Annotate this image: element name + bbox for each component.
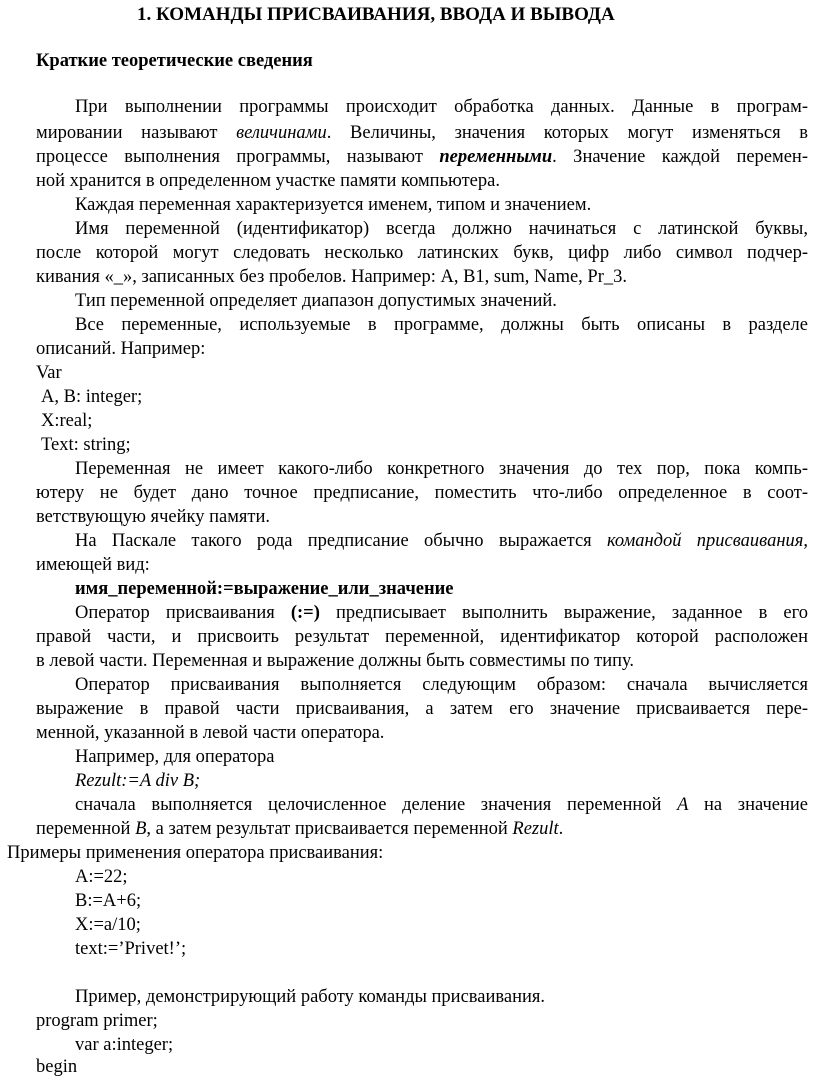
term-assignment-command: командой присваивания xyxy=(606,531,804,551)
p8-line-1 xyxy=(75,601,808,625)
text-fragment: . Значение каждой перемен- xyxy=(552,147,808,167)
p7-line-1 xyxy=(75,529,808,553)
p6-line-3: ветствующую ячейку памяти. xyxy=(36,507,271,527)
term-variables: переменными xyxy=(439,147,553,167)
assignment-operator: (:=) xyxy=(290,603,320,623)
p10-code-example: Rezult:=A div B; xyxy=(75,771,201,791)
text-fragment: переменной xyxy=(36,819,136,839)
text-fragment: . Величины, значения которых могут изменяться в xyxy=(326,123,808,143)
section-subtitle: Краткие теоретические сведения xyxy=(36,51,313,71)
demo-code-line: var a:integer; xyxy=(75,1035,174,1055)
code-line-var: Var xyxy=(36,363,62,383)
p1-line-3 xyxy=(36,145,808,169)
text-fragment: На Паскале такого рода предписание обычно выражается xyxy=(75,531,607,551)
p3-line-3: кивания «_», записанных без пробелов. Например: A, B1, sum, Name, Pr_3. xyxy=(36,267,627,287)
examples-heading: Примеры применения оператора присваивания: xyxy=(7,843,384,863)
demo-heading: Пример, демонстрирующий работу команды присваивания. xyxy=(75,987,546,1007)
page-title: 1. КОМАНДЫ ПРИСВАИВАНИЯ, ВВОДА И ВЫВОДА xyxy=(137,4,615,25)
assignment-syntax: имя_переменной:=выражение_или_значение xyxy=(75,579,454,599)
p6-line-2: ютеру не будет дано точное предписание, поместить что-либо определенное в соот- xyxy=(36,483,808,503)
code-line-text: Text: string; xyxy=(41,435,131,455)
var-rezult: Rezult xyxy=(512,819,559,839)
var-a: A xyxy=(677,795,689,815)
var-b: B xyxy=(135,819,147,839)
p10-line-3 xyxy=(75,793,808,817)
p9-line-1: Оператор присваивания выполняется следующим образом: сначала вычисляется xyxy=(75,675,808,695)
text-fragment: на значение xyxy=(688,795,808,815)
text-fragment: сначала выполняется целочисленное деление значения переменной xyxy=(75,795,678,815)
code-line-x: X:real; xyxy=(41,411,93,431)
p3-line-2: после которой могут следовать несколько латинских букв, цифр либо символ подчер- xyxy=(36,243,808,263)
p5-line-2: описаний. Например: xyxy=(36,339,206,359)
p2-line: Каждая переменная характеризуется именем, типом и значением. xyxy=(75,195,592,215)
demo-code-line: begin xyxy=(36,1057,78,1077)
p4-line: Тип переменной определяет диапазон допустимых значений. xyxy=(75,291,557,311)
p8-line-2: правой части, и присвоить результат переменной, идентификатор которой расположен xyxy=(36,627,808,647)
p1-line-4: ной хранится в определенном участке памяти компьютера. xyxy=(36,171,500,191)
text-fragment: . xyxy=(558,819,564,839)
text-fragment: Оператор присваивания xyxy=(75,603,291,623)
example-line: B:=A+6; xyxy=(75,891,142,911)
term-values: величинами xyxy=(236,123,327,143)
demo-code-line: program primer; xyxy=(36,1011,158,1031)
p6-line-1: Переменная не имеет какого-либо конкретного значения до тех пор, пока компь- xyxy=(75,459,808,479)
example-line: text:=’Privet!’; xyxy=(75,939,187,959)
p9-line-2: выражение в правой части присваивания, а затем его значение присваивается пере- xyxy=(36,699,808,719)
p7-line-2: имеющей вид: xyxy=(36,555,150,575)
text-fragment: мировании называют xyxy=(36,123,237,143)
p5-line-1: Все переменные, используемые в программе, должны быть описаны в разделе xyxy=(75,315,808,335)
p8-line-3: в левой части. Переменная и выражение должны быть совместимы по типу. xyxy=(36,651,635,671)
text-fragment: , xyxy=(803,531,808,551)
p9-line-3: менной, указанной в левой части оператора. xyxy=(36,723,385,743)
text-fragment: процессе выполнения программы, называют xyxy=(36,147,440,167)
p3-line-1: Имя переменной (идентификатор) всегда должно начинаться с латинской буквы, xyxy=(75,219,808,239)
text-fragment: , а затем результат присваивается переменной xyxy=(146,819,513,839)
code-line-ab: A, B: integer; xyxy=(41,387,143,407)
p1-line-1: При выполнении программы происходит обработка данных. Данные в програм- xyxy=(75,97,808,117)
example-line: X:=a/10; xyxy=(75,915,141,935)
p10-line-4 xyxy=(36,817,563,841)
p1-line-2 xyxy=(36,121,808,145)
example-line: A:=22; xyxy=(75,867,128,887)
p10-line-1: Например, для оператора xyxy=(75,747,275,767)
text-fragment: предписывает выполнить выражение, заданное в его xyxy=(319,603,808,623)
